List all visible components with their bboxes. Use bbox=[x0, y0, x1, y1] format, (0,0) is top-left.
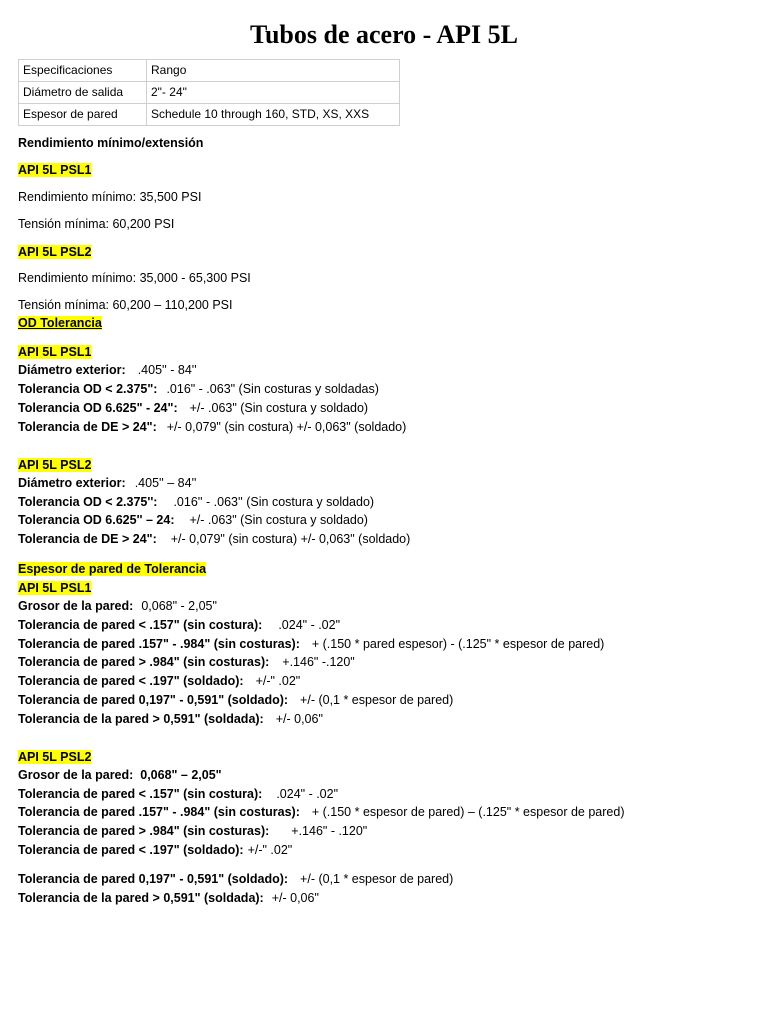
psl2-tension: Tensión mínima: 60,200 – 110,200 PSI bbox=[18, 298, 233, 312]
list-item: Tolerancia de pared .157" - .984" (sin costuras): + (.150 * espesor de pared) – (.125" * espesor de pared) bbox=[18, 805, 625, 819]
table-row bbox=[19, 82, 400, 104]
psl2-label: API 5L PSL2 bbox=[18, 245, 92, 259]
list-item: Tolerancia de pared < .157" (sin costura): .024" - .02" bbox=[18, 787, 339, 801]
list-item: Tolerancia OD < 2.375'': .016'' - .063'' (Sin costura y soldado) bbox=[18, 495, 375, 509]
table-row bbox=[19, 104, 400, 126]
table-row bbox=[19, 60, 400, 82]
list-item: Tolerancia de pared > .984" (sin costuras): +.146" - .120" bbox=[18, 824, 368, 838]
psl2-yield: Rendimiento mínimo: 35,000 - 65,300 PSI bbox=[18, 271, 251, 285]
list-item: Tolerancia de DE > 24": +/- 0,079" (sin costura) +/- 0,063" (soldado) bbox=[18, 532, 411, 546]
list-item: Tolerancia de pared > .984" (sin costuras): +.146" -.120" bbox=[18, 655, 355, 669]
psl1-tension: Tensión mínima: 60,200 PSI bbox=[18, 217, 175, 231]
od-heading: OD Tolerancia bbox=[18, 316, 102, 330]
table-cell: Espesor de pared bbox=[19, 104, 147, 126]
list-item: Tolerancia de pared 0,197" - 0,591" (soldado): +/- (0,1 * espesor de pared) bbox=[18, 872, 454, 886]
list-item: Tolerancia de la pared > 0,591" (soldada): +/- 0,06" bbox=[18, 891, 319, 905]
list-item: Grosor de la pared: 0,068" – 2,05" bbox=[18, 768, 222, 782]
page-title: Tubos de acero - API 5L bbox=[250, 20, 518, 49]
list-item: Grosor de la pared: 0,068" - 2,05" bbox=[18, 599, 217, 613]
list-item: Tolerancia de pared < .157" (sin costura): .024" - .02" bbox=[18, 618, 341, 632]
list-item: Tolerancia OD 6.625" - 24": +/- .063" (Sin costura y soldado) bbox=[18, 401, 369, 415]
list-item: Tolerancia OD 6.625'' – 24: +/- .063" (Sin costura y soldado) bbox=[18, 513, 368, 527]
list-item: Tolerancia de pared 0,197" - 0,591" (soldado): +/- (0,1 * espesor de pared) bbox=[18, 693, 454, 707]
wall-psl2-label: API 5L PSL2 bbox=[18, 750, 92, 764]
table-cell: Diámetro de salida bbox=[19, 82, 147, 104]
wall-heading: Espesor de pared de Tolerancia bbox=[18, 562, 207, 576]
psl1-yield: Rendimiento mínimo: 35,500 PSI bbox=[18, 190, 202, 204]
list-item: Tolerancia de pared .157" - .984" (sin costuras): + (.150 * pared espesor) - (.125" * espesor de pared) bbox=[18, 637, 605, 651]
table-cell: 2"- 24" bbox=[147, 82, 400, 104]
psl1-label: API 5L PSL1 bbox=[18, 163, 92, 177]
list-item: Diámetro exterior: .405'' - 84'' bbox=[18, 363, 197, 377]
list-item: Tolerancia de pared < .197" (soldado): +/-" .02" bbox=[18, 674, 301, 688]
yield-heading: Rendimiento mínimo/extensión bbox=[18, 136, 204, 150]
table-cell: Schedule 10 through 160, STD, XS, XXS bbox=[147, 104, 400, 126]
wall-psl1-label: API 5L PSL1 bbox=[18, 581, 92, 595]
list-item: Diámetro exterior: .405'' – 84'' bbox=[18, 476, 197, 490]
list-item: Tolerancia OD < 2.375": .016" - .063" (Sin costuras y soldadas) bbox=[18, 382, 379, 396]
od-psl1-label: API 5L PSL1 bbox=[18, 345, 92, 359]
table-cell: Especificaciones bbox=[19, 60, 147, 82]
list-item: Tolerancia de pared < .197" (soldado): +/-" .02" bbox=[18, 843, 293, 857]
list-item: Tolerancia de DE > 24": +/- 0,079" (sin costura) +/- 0,063" (soldado) bbox=[18, 420, 407, 434]
table-cell: Rango bbox=[147, 60, 400, 82]
od-psl2-label: API 5L PSL2 bbox=[18, 458, 92, 472]
spec-table bbox=[18, 59, 400, 126]
list-item: Tolerancia de la pared > 0,591" (soldada): +/- 0,06" bbox=[18, 712, 323, 726]
